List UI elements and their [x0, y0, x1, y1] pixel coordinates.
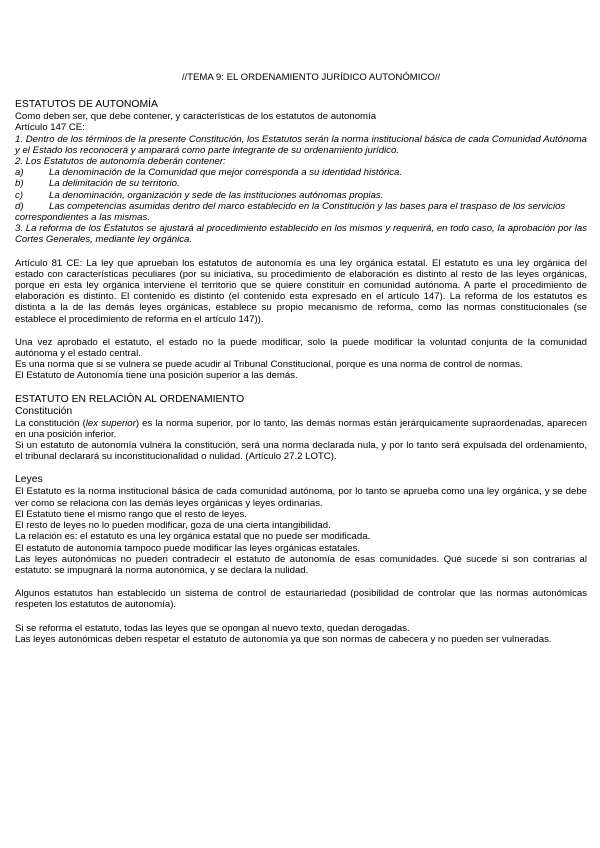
- list-letter: d): [15, 200, 24, 212]
- constitucion-paragraph-2: Si un estatuto de autonomía vulnera la constitución, será una norma declarada nula, y por lo tanto será expulsada del ordenamiento, el tribunal declarará su inconstitucionalidad o nulidad. (Artículo 27.2 LOTC).: [15, 440, 587, 463]
- algunos-estatutos-paragraph: Algunos estatutos han establecido un sistema de control de estauriariedad (posibilidad de controlar que las normas autonómicas respeten los estatutos de autonomía).: [15, 588, 587, 611]
- list-item: [15, 178, 587, 189]
- list-item: [15, 201, 587, 223]
- constitucion-paragraph-1: La constitución (lex superior) es la norma superior, por lo tanto, las demás normas están jerárquicamente supraordenadas, aparecen en una posición inferior.: [15, 417, 588, 440]
- list-item: [15, 190, 587, 201]
- document-title: //TEMA 9: EL ORDENAMIENTO JURÍDICO AUTONÓMICO//: [181, 72, 441, 83]
- subheading-constitucion: Constitución: [15, 405, 73, 417]
- list-text: La denominación, organización y sede de las instituciones autónomas propias.: [49, 189, 384, 201]
- list-letter: b): [15, 178, 24, 190]
- reforma-paragraph-1: Si se reforma el estatuto, todas las leyes que se opongan al nuevo texto, quedan derogadas.: [15, 622, 410, 634]
- article-147-paragraph-3: 3. La reforma de los Estatutos se ajustará al procedimiento establecido en los mismos y requerirá, en todo caso, la aprobación por las Cortes Generales, mediante ley orgánica.: [15, 223, 587, 246]
- aprobado-paragraph-2: Es una norma que si se vulnera se puede acudir al Tribunal Constitucional, porque es una norma de control de normas.: [15, 359, 523, 371]
- article-147-paragraph-1: 1. Dentro de los términos de la presente Constitución, los Estatutos serán la norma institucional básica de cada Comunidad Autónoma y el Estado los reconocerá y amparará como parte integrante de su ordenamiento jurídico.: [15, 133, 587, 156]
- leyes-paragraph: El Estatuto es la norma institucional básica de cada comunidad autónoma, por lo tanto se aprueba como una ley orgánica, y se debe ver como se relaciona con las demás leyes orgánicas y leyes ordinarias.: [15, 486, 587, 509]
- reforma-paragraph-2: Las leyes autonómicas deben respetar el estatuto de autonomía ya que son normas de cabecera y no pueden ser vulneradas.: [15, 633, 552, 645]
- intro-line: Como deben ser, que debe contener, y características de los estatutos de autonomía: [15, 111, 377, 123]
- leyes-paragraph: El Estatuto tiene el mismo rango que el resto de leyes.: [15, 508, 247, 520]
- list-text: Las competencias asumidas dentro del marco establecido en la Constitución y las bases para el traspaso de los servicios correspondientes a las mismas.: [15, 200, 566, 224]
- aprobado-paragraph-1: Una vez aprobado el estatuto, el estado no la puede modificar, solo la puede modificar la voluntad conjunta de la comunidad autónoma y el estado central.: [15, 336, 587, 360]
- article-147-label: Artículo 147 CE:: [15, 122, 85, 134]
- leyes-paragraph: El resto de leyes no lo pueden modificar, goza de una cierta intangibilidad.: [15, 520, 331, 532]
- list-letter: c): [15, 189, 23, 201]
- section-heading-relacion: ESTATUTO EN RELACIÓN AL ORDENAMIENTO: [15, 393, 245, 405]
- list-text: La delimitación de su territorio.: [49, 178, 180, 190]
- subheading-leyes: Leyes: [15, 474, 43, 486]
- list-letter: a): [15, 167, 24, 179]
- list-item: [15, 167, 587, 178]
- list-text: La denominación de la Comunidad que mejor corresponda a su identidad histórica.: [49, 167, 403, 179]
- aprobado-paragraph-3: El Estatuto de Autonomía tiene una posición superior a las demás.: [15, 370, 298, 382]
- leyes-paragraph: Las leyes autonómicas no pueden contradecir el estatuto de autonomía de esas comunidades. Qué sucede si son contrarias al estatuto: se impugnará la norma autonómica, y se declara la nulidad.: [15, 553, 587, 576]
- section-heading-estatutos: ESTATUTOS DE AUTONOMÍA: [15, 99, 158, 111]
- leyes-paragraph: La relación es: el estatuto es una ley orgánica estatal que no puede ser modificada.: [15, 531, 371, 543]
- leyes-paragraph: El estatuto de autonomía tampoco puede modificar las leyes orgánicas estatales.: [15, 542, 361, 554]
- article-147-paragraph-2: 2. Los Estatutos de autonomía deberán contener:: [15, 156, 226, 168]
- document-page: [15, 72, 587, 645]
- article-81-paragraph: Artículo 81 CE: La ley que aprueban los estatutos de autonomía es una ley orgánica estatal. El estatuto es una ley orgánica del estado con características peculiares (por su iniciativa, su procedimiento de elaboración es distinto al resto de las leyes orgánicas, porque en esta ley orgánica interviene el territorio que se quiere constituir en comunidad autónoma. A parte el procedimiento de elaboración es distinto. El contenido es distinto (el contenido esta expresado en el artículo 147). La reforma de los estatutos es distinta a la de las demás leyes orgánicas, establece su propio mecanismo de reforma, como las normas constitucionales (se establece el procedimiento de reforma en el artículo 147)).: [15, 257, 587, 325]
